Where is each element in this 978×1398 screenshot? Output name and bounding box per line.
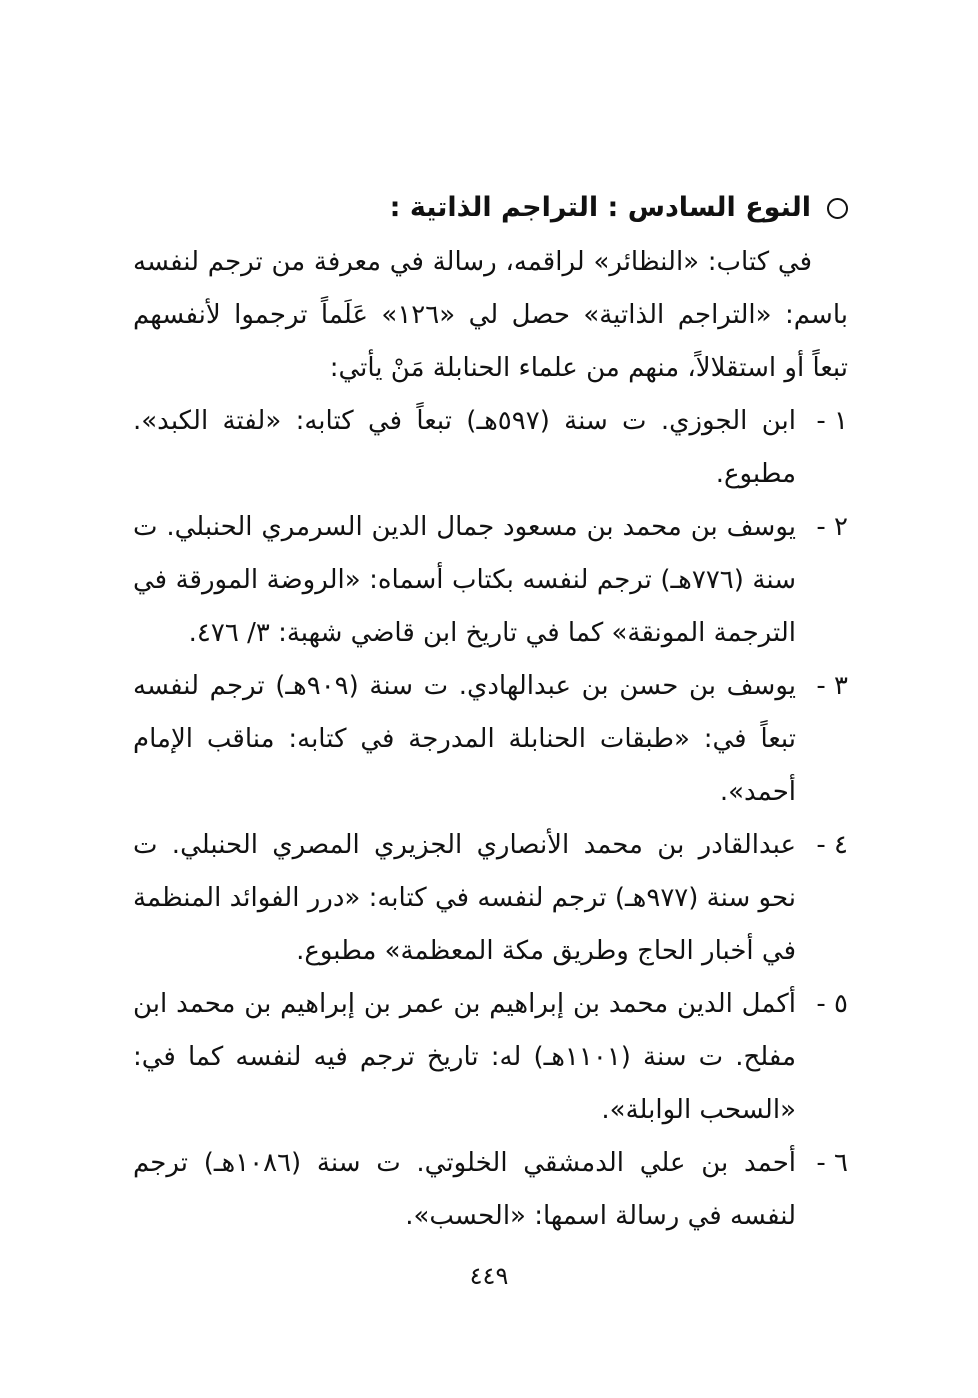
- list-item: [133, 819, 848, 978]
- entry-number: ٤ -: [816, 830, 848, 860]
- list-item: [133, 1137, 848, 1243]
- hollow-circle-icon: [827, 198, 848, 219]
- entry-text: أكمل الدين محمد بن إبراهيم بن عمر بن إبراهيم بن محمد ابن مفلح. ت سنة (١١٠١هـ) له: تاريخ ترجم فيه لنفسه كما في: «السحب الوابلة».: [133, 989, 796, 1125]
- list-item: [133, 501, 848, 660]
- entry-number: ٣ -: [816, 671, 848, 701]
- intro-paragraph: في كتاب: «النظائر» لراقمه، رسالة في معرفة من ترجم لنفسه باسم: «التراجم الذاتية» حصل لي «١٢٦» عَلَماً ترجموا لأنفسهم تبعاً أو استقلالاً، منهم من علماء الحنابلة مَنْ يأتي:: [133, 247, 848, 383]
- entry-number: ٢ -: [816, 512, 848, 542]
- entry-number: ١ -: [816, 406, 848, 436]
- entry-text: ابن الجوزي. ت سنة (٥٩٧هـ) تبعاً في كتابه: «لفتة الكبد». مطبوع.: [133, 406, 796, 489]
- section-heading: [133, 180, 848, 236]
- section-title: النوع السادس : التراجم الذاتية :: [389, 192, 811, 223]
- entry-text: يوسف بن محمد بن مسعود جمال الدين السرمري الحنبلي. ت سنة (٧٧٦هـ) ترجم لنفسه بكتاب أسماه: «الروضة المورقة في الترجمة المونقة» كما في تاريخ ابن قاضي شهبة: ٣/ ٤٧٦.: [133, 512, 796, 648]
- entry-text: أحمد بن علي الدمشقي الخلوتي. ت سنة (١٠٨٦هـ) ترجم لنفسه في رسالة اسمها: «الحسب».: [133, 1148, 796, 1231]
- list-item: [133, 395, 848, 501]
- entry-text: عبدالقادر بن محمد الأنصاري الجزيري المصري الحنبلي. ت نحو سنة (٩٧٧هـ) ترجم لنفسه في كتابه: «درر الفوائد المنظمة في أخبار الحاج وطريق مكة المعظمة» مطبوع.: [133, 830, 796, 966]
- entries-list: [133, 395, 848, 1243]
- list-item: [133, 978, 848, 1137]
- entry-number: ٥ -: [816, 989, 848, 1019]
- entry-number: ٦ -: [816, 1148, 848, 1178]
- page-number: ٤٤٩: [469, 1262, 509, 1290]
- entry-text: يوسف بن حسن بن عبدالهادي. ت سنة (٩٠٩هـ) ترجم لنفسه تبعاً في: «طبقات الحنابلة المدرجة في كتابه: مناقب الإمام أحمد».: [133, 671, 796, 807]
- list-item: [133, 660, 848, 819]
- page-content: [133, 180, 848, 1243]
